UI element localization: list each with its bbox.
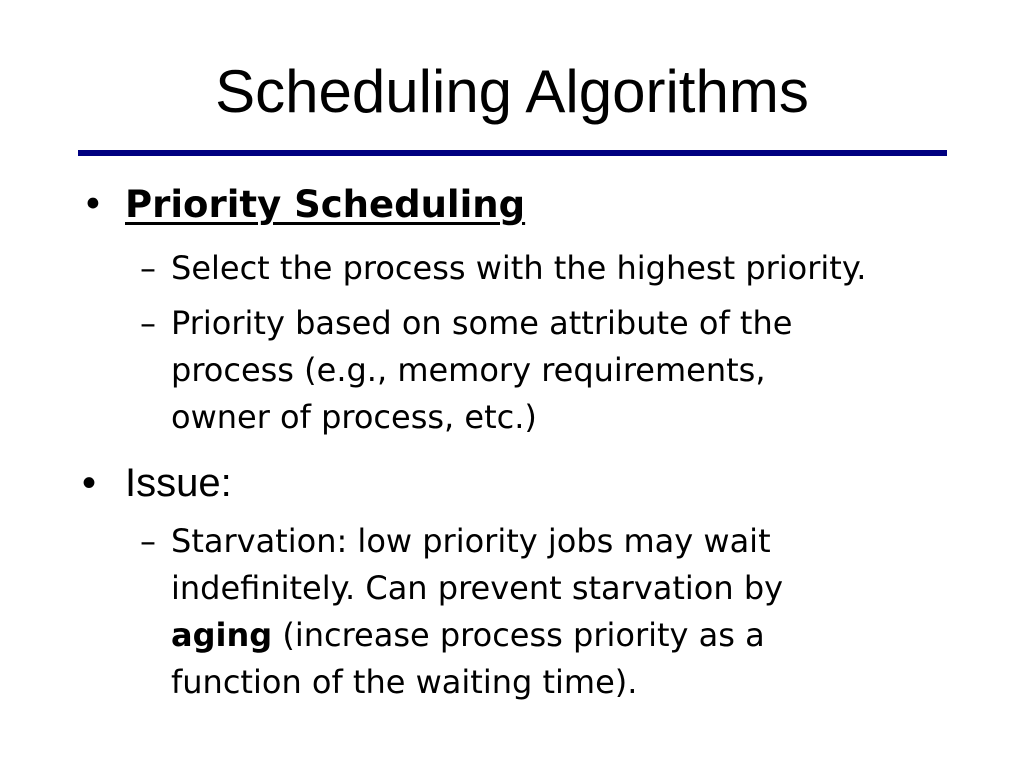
subitem-line: owner of process, etc.) <box>171 398 537 436</box>
aging-term: aging <box>171 616 273 654</box>
bullet-heading: Issue: <box>125 461 232 505</box>
subitem-line-aging <box>171 612 783 659</box>
sub-marker: – <box>140 522 156 560</box>
sub-marker: – <box>140 249 156 287</box>
bullet-marker: • <box>82 183 104 226</box>
bullet-heading: Priority Scheduling <box>125 183 526 226</box>
subitem-line: function of the waiting time). <box>171 663 638 701</box>
subitem-line: Starvation: low priority jobs may wait <box>171 522 771 560</box>
aging-explanation: (increase process priority as a <box>272 616 765 654</box>
subitem-line: Priority based on some attribute of the <box>171 304 793 342</box>
sub-marker: – <box>140 304 156 342</box>
bullet-marker: • <box>82 461 97 505</box>
subitem-line: Select the process with the highest priority. <box>171 249 867 287</box>
slide-title: Scheduling Algorithms <box>215 58 809 125</box>
subitem-line: indefinitely. Can prevent starvation by <box>171 569 784 607</box>
title-divider <box>78 150 947 156</box>
subitem-line: process (e.g., memory requirements, <box>171 351 766 389</box>
